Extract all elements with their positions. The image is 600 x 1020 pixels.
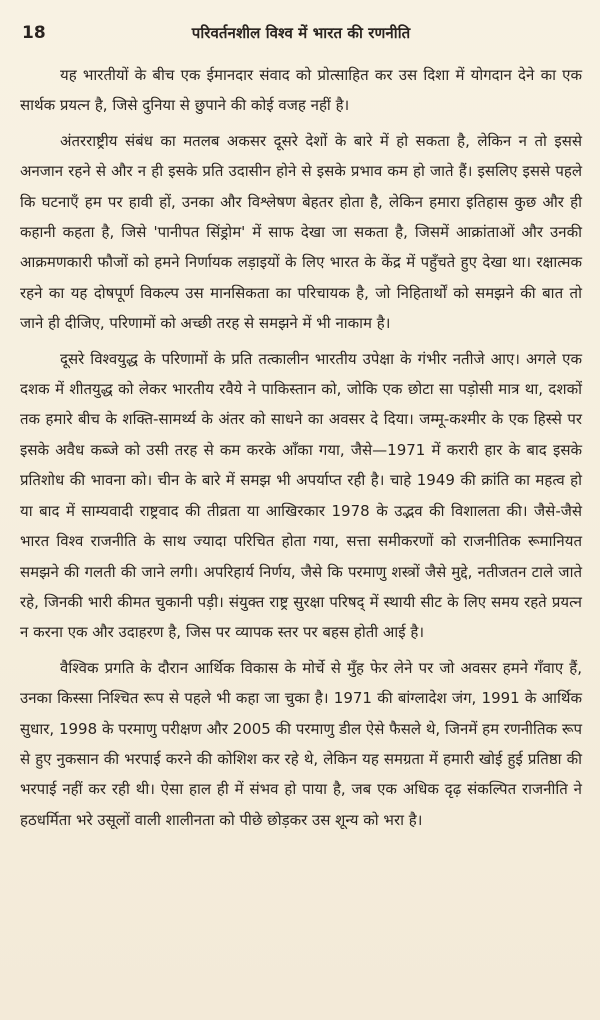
running-head-title: परिवर्तनशील विश्व में भारत की रणनीति xyxy=(191,24,411,42)
paragraph-1: यह भारतीयों के बीच एक ईमानदार संवाद को प्रोत्साहित कर उस दिशा में योगदान देने का एक सार्थक प्रयत्न है, जिसे दुनिया से छुपाने की कोई वजह नहीं है। xyxy=(20,66,582,115)
paragraph-2: अंतरराष्ट्रीय संबंध का मतलब अकसर दूसरे देशों के बारे में हो सकता है, लेकिन न तो इससे अनजान रहने से और न ही इसके प्रति उदासीन होने से इसके प्रभाव कम हो जाते हैं। इसलिए इससे पहले कि घटनाएँ हम पर हावी हों, उनका और विश्लेषण बेहतर होता है, लेकिन हमारा इतिहास कुछ और ही कहानी कहता है, जिसे 'पानीपत सिंड्रोम' में साफ देखा जा सकता है, जिसमें आक्रांताओं और उनकी आक्रमणकारी फौजों को हमने निर्णायक लड़ाइयों के लिए भारत के केंद्र में पहुँचते हुए देखा था। रक्षात्मक रहने का यह दोषपूर्ण विकल्प उस मानसिकता का परिचायक है, जो निहितार्थों को समझने की बात तो जाने ही दीजिए, परिणामों को अच्छी तरह से समझने में भी नाकाम है। xyxy=(20,131,582,333)
paragraph-4: वैश्विक प्रगति के दौरान आर्थिक विकास के मोर्चे से मुँह फेर लेने पर जो अवसर हमने गँवाए हैं, उनका किस्सा निश्चित रूप से पहले भी कहा जा चुका है। 1971 की बांग्लादेश जंग, 1991 के आर्थिक सुधार, 1998 के परमाणु परीक्षण और 2005 की परमाणु डील ऐसे फैसले थे, जिनमें हम रणनीतिक रूप से हुए नुकसान की भरपाई करने की कोशिश कर रहे थे, लेकिन यह समग्रता में हमारी खोई हुई प्रतिष्ठा की भरपाई नहीं कर रही थी। ऐसा हाल ही में संभव हो पाया है, जब एक अधिक दृढ़ संकल्पित राजनीति ने हठधर्मिता भरे उसूलों वाली शालीनता को पीछे छोड़कर उस शून्य को भरा है। xyxy=(20,658,582,829)
paragraph-3: दूसरे विश्वयुद्ध के परिणामों के प्रति तत्कालीन भारतीय उपेक्षा के गंभीर नतीजे आए। अगले एक दशक में शीतयुद्ध को लेकर भारतीय रवैये ने पाकिस्तान को, जोकि एक छोटा सा पड़ोसी मात्र था, दशकों तक हमारे बीच के शक्ति-सामर्थ्य के अंतर को साधने का अवसर दे दिया। जम्मू-कश्मीर के एक हिस्से पर इसके अवैध कब्जे को उसी तरह से कम करके आँका गया, जैसे—1971 में करारी हार के बाद इसके प्रतिशोध की भावना को। चीन के बारे में समझ भी अपर्याप्त रही है। चाहे 1949 की क्रांति का महत्व हो या बाद में साम्यवादी राष्ट्रवाद की तीव्रता या आखिरकार 1978 के उद्भव की विशालता की। जैसे-जैसे भारत विश्व राजनीति के साथ ज्यादा परिचित होता गया, सत्ता समीकरणों को राजनीतिक रूमानियत समझने की गलती की जाने लगी। अपरिहार्य निर्णय, जैसे कि परमाणु शस्त्रों जैसे मुद्दे, नतीजतन टाले जाते रहे, जिनकी भारी कीमत चुकानी पड़ी। संयुक्त राष्ट्र सुरक्षा परिषद् में स्थायी सीट के लिए समय रहते प्रयत्न न करना एक और उदाहरण है, जिस पर व्यापक स्तर पर बहस होती आई है। xyxy=(20,349,582,642)
page-number: 18 xyxy=(22,23,46,43)
body-text xyxy=(20,60,582,835)
page-header xyxy=(20,22,582,52)
